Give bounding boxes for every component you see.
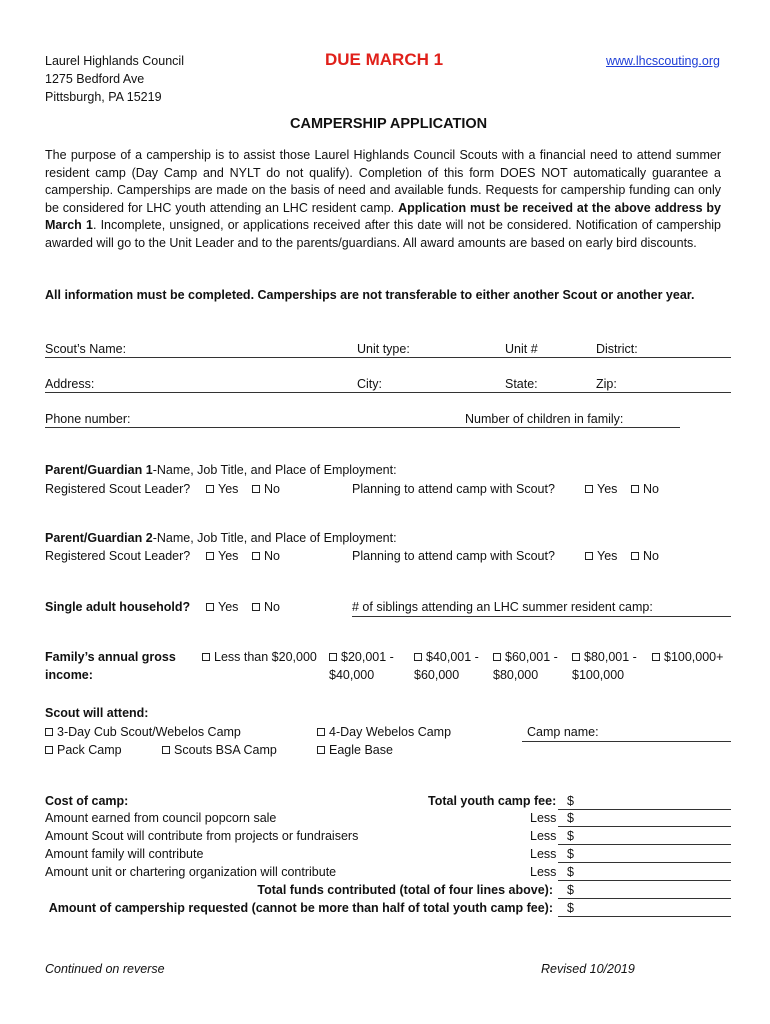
attend-webelos-camp[interactable]: 4-Day Webelos Camp <box>317 725 451 739</box>
council-address-line1: 1275 Bedford Ave <box>45 72 145 86</box>
council-address-line2: Pittsburgh, PA 15219 <box>45 90 162 104</box>
parent2-heading <box>45 531 397 545</box>
checkbox-icon[interactable] <box>252 485 260 493</box>
district-label: District: <box>596 342 638 356</box>
income-opt-20k-40k-line2: $40,000 <box>329 668 375 682</box>
checkbox-icon[interactable] <box>162 746 170 754</box>
parent2-planning-no[interactable]: No <box>631 549 659 563</box>
income-opt-40k-60k-line2: $60,000 <box>414 668 460 682</box>
parent1-planning-yes[interactable]: Yes <box>585 482 617 496</box>
parent1-registered-no[interactable]: No <box>252 482 280 496</box>
unit-type-label: Unit type: <box>357 342 410 356</box>
state-label: State: <box>505 377 538 391</box>
intro-text-1: The purpose of a campership is to assist those Laurel Highlands Council Scouts with a financial need to attend summer resident camp (Day Camp and NYLT do not qualify). Completion of this form DOES NOT automatically guarantee a campership. Camperships are made on the basis of need and available funds. Requests for campership funding can only be considered for LHC youth attending an LHC resident camp. <box>45 148 721 215</box>
scout-name-line[interactable] <box>45 357 731 358</box>
camp-name-line[interactable] <box>522 741 731 742</box>
dollar-sign: $ <box>567 847 574 861</box>
continued-note: Continued on reverse <box>45 962 165 976</box>
checkbox-icon[interactable] <box>202 653 210 661</box>
parent2-planning-label: Planning to attend camp with Scout? <box>352 549 555 563</box>
income-label-line2: income: <box>45 668 93 682</box>
cost-row-family: Amount family will contribute <box>45 847 204 861</box>
dollar-sign: $ <box>567 811 574 825</box>
single-household-no[interactable]: No <box>252 600 280 614</box>
website-link[interactable]: www.lhcscouting.org <box>606 54 720 68</box>
income-opt-60k-80k-line2: $80,000 <box>493 668 539 682</box>
less-label: Less <box>530 829 557 843</box>
address-line[interactable] <box>45 392 731 393</box>
parent1-planning-label: Planning to attend camp with Scout? <box>352 482 555 496</box>
checkbox-icon[interactable] <box>329 653 337 661</box>
parent1-planning-no[interactable]: No <box>631 482 659 496</box>
parent2-registered-yes[interactable]: Yes <box>206 549 238 563</box>
family-line[interactable] <box>558 862 731 863</box>
total-fee-line[interactable] <box>558 809 731 810</box>
dollar-sign: $ <box>567 883 574 897</box>
parent1-heading <box>45 463 397 477</box>
checkbox-icon[interactable] <box>252 552 260 560</box>
intro-paragraph <box>45 147 721 253</box>
parent2-label: Parent/Guardian 2 <box>45 531 153 545</box>
zip-label: Zip: <box>596 377 617 391</box>
less-label: Less <box>530 811 557 825</box>
checkbox-icon[interactable] <box>631 485 639 493</box>
checkbox-icon[interactable] <box>493 653 501 661</box>
dollar-sign: $ <box>567 794 574 808</box>
siblings-line[interactable] <box>352 616 731 617</box>
checkbox-icon[interactable] <box>585 552 593 560</box>
notice: All information must be completed. Camperships are not transferable to either another Scout or another year. <box>45 288 695 302</box>
parent2-desc: -Name, Job Title, and Place of Employment: <box>152 531 397 545</box>
campership-requested-label: Amount of campership requested (cannot be more than half of total youth camp fee): <box>48 901 553 915</box>
parent1-label: Parent/Guardian 1 <box>45 463 153 477</box>
income-opt-40k-60k[interactable]: $40,001 - <box>414 650 479 664</box>
cost-heading: Cost of camp: <box>45 794 129 808</box>
parent1-desc: -Name, Job Title, and Place of Employment: <box>152 463 397 477</box>
checkbox-icon[interactable] <box>414 653 422 661</box>
due-date: DUE MARCH 1 <box>325 50 444 69</box>
income-label-line1: Family’s annual gross <box>45 650 176 664</box>
phone-label: Phone number: <box>45 412 131 426</box>
revised-date: Revised 10/2019 <box>541 962 635 976</box>
attend-cub-camp[interactable]: 3-Day Cub Scout/Webelos Camp <box>45 725 241 739</box>
income-opt-over-100k[interactable]: $100,000+ <box>652 650 723 664</box>
attend-pack-camp[interactable]: Pack Camp <box>45 743 122 757</box>
checkbox-icon[interactable] <box>572 653 580 661</box>
parent1-registered-label: Registered Scout Leader? <box>45 482 191 496</box>
checkbox-icon[interactable] <box>45 746 53 754</box>
income-opt-20k-40k[interactable]: $20,001 - <box>329 650 394 664</box>
unit-number-label: Unit # <box>505 342 538 356</box>
attend-heading: Scout will attend: <box>45 706 149 720</box>
form-title: CAMPERSHIP APPLICATION <box>290 116 488 132</box>
total-contributed-label: Total funds contributed (total of four lines above): <box>257 883 553 897</box>
single-household-yes[interactable]: Yes <box>206 600 238 614</box>
less-label: Less <box>530 847 557 861</box>
fundraisers-line[interactable] <box>558 844 731 845</box>
city-label: City: <box>357 377 382 391</box>
checkbox-icon[interactable] <box>317 728 325 736</box>
parent2-registered-label: Registered Scout Leader? <box>45 549 191 563</box>
checkbox-icon[interactable] <box>585 485 593 493</box>
parent2-registered-no[interactable]: No <box>252 549 280 563</box>
dollar-sign: $ <box>567 901 574 915</box>
children-count-label: Number of children in family: <box>465 412 624 426</box>
campership-requested-line[interactable] <box>558 916 731 917</box>
single-household-label: Single adult household? <box>45 600 191 614</box>
cost-row-popcorn: Amount earned from council popcorn sale <box>45 811 277 825</box>
attend-eagle-base[interactable]: Eagle Base <box>317 743 393 757</box>
popcorn-line[interactable] <box>558 826 731 827</box>
cost-row-fundraisers: Amount Scout will contribute from projects or fundraisers <box>45 829 359 843</box>
checkbox-icon[interactable] <box>317 746 325 754</box>
income-opt-80k-100k[interactable]: $80,001 - <box>572 650 637 664</box>
less-label: Less <box>530 865 557 879</box>
checkbox-icon[interactable] <box>45 728 53 736</box>
checkbox-icon[interactable] <box>206 485 214 493</box>
income-opt-under-20k[interactable]: Less than $20,000 <box>202 650 317 664</box>
phone-line[interactable] <box>45 427 680 428</box>
checkbox-icon[interactable] <box>206 603 214 611</box>
checkbox-icon[interactable] <box>252 603 260 611</box>
address-label: Address: <box>45 377 95 391</box>
parent2-planning-yes[interactable]: Yes <box>585 549 617 563</box>
parent1-registered-yes[interactable]: Yes <box>206 482 238 496</box>
income-opt-80k-100k-line2: $100,000 <box>572 668 625 682</box>
income-opt-60k-80k[interactable]: $60,001 - <box>493 650 558 664</box>
checkbox-icon[interactable] <box>652 653 660 661</box>
dollar-sign: $ <box>567 829 574 843</box>
unit-line[interactable] <box>558 880 731 881</box>
siblings-label: # of siblings attending an LHC summer resident camp: <box>352 600 653 614</box>
total-fee-label: Total youth camp fee: <box>428 794 557 808</box>
checkbox-icon[interactable] <box>631 552 639 560</box>
camp-name-label: Camp name: <box>527 725 599 739</box>
council-name: Laurel Highlands Council <box>45 54 184 68</box>
dollar-sign: $ <box>567 865 574 879</box>
intro-deadline: Application must be received at the above address by March 1 <box>45 200 722 233</box>
cost-row-unit: Amount unit or chartering organization will contribute <box>45 865 337 879</box>
intro-text-2: . Incomplete, unsigned, or applications received after this date will not be considered. Notification of campership awarded will go to the Unit Leader and to the parents/guardians. All award amounts are based on early bird discounts. <box>45 218 721 250</box>
checkbox-icon[interactable] <box>206 552 214 560</box>
scout-name-label: Scout’s Name: <box>45 342 127 356</box>
attend-scouts-bsa-camp[interactable]: Scouts BSA Camp <box>162 743 277 757</box>
total-contributed-line[interactable] <box>558 898 731 899</box>
